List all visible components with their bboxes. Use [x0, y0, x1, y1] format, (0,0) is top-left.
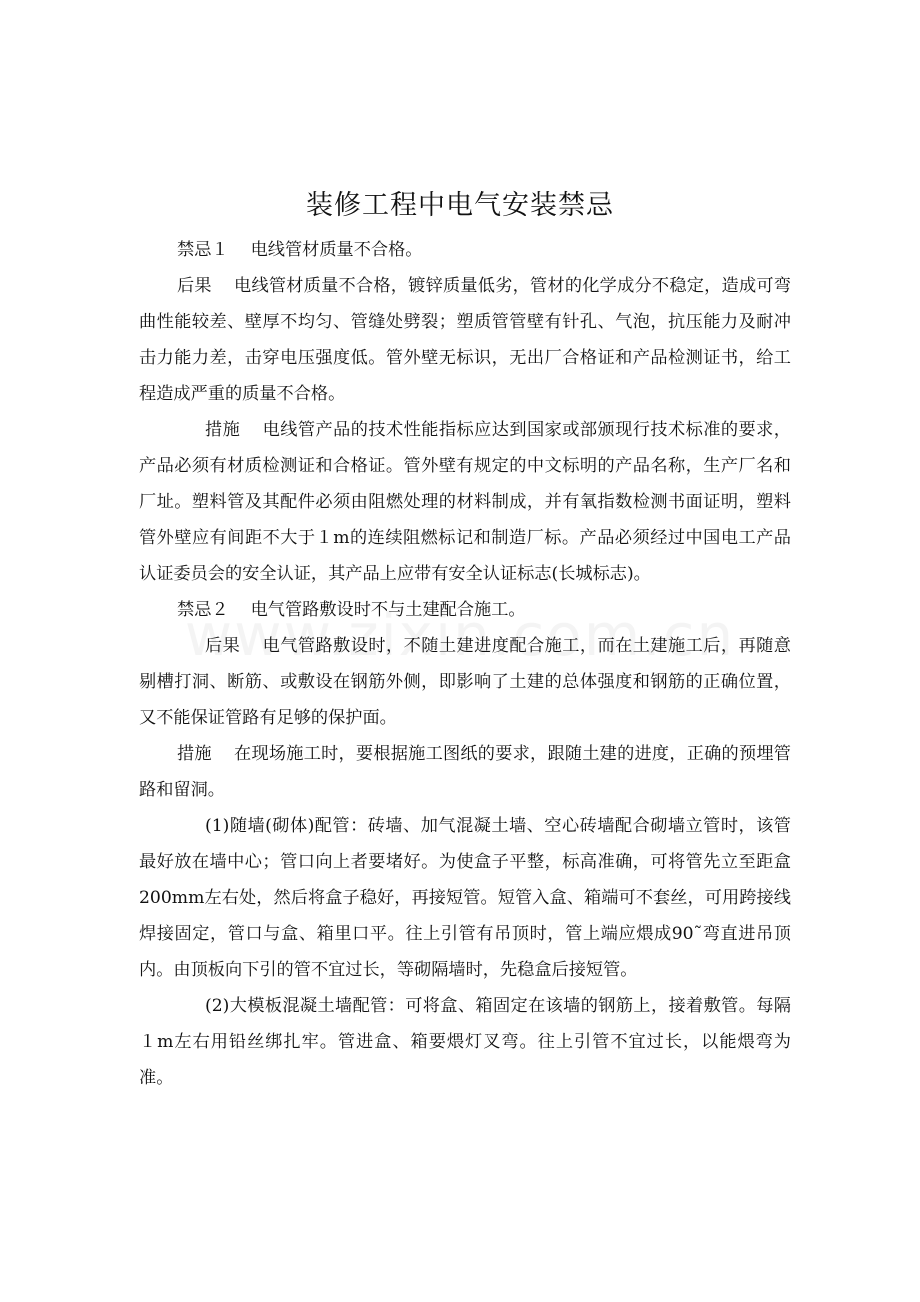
paragraph-wall-piping — [139, 808, 791, 988]
paragraph-text: 在现场施工时，要根据施工图纸的要求，跟随土建的进度，正确的预埋管路和留洞。 — [139, 744, 791, 800]
document-body — [139, 232, 791, 1096]
paragraph-text: (1)随墙(砌体)配管：砖墙、加气混凝土墙、空心砖墙配合砌墙立管时，该管最好放在墙中心；管口向上者要堵好。为使盒子平整，标高准确，可将管先立至距盒200mm左右处，然后将盒子稳好，再接短管。短管入盒、箱端可不套丝，可用跨接线焊接固定，管口与盒、箱里口平。往上引管有吊顶时，管上端应煨成90˜弯直进吊顶内。由顶板向下引的管不宜过长，等砌隔墙时，先稳盒后接短管。 — [139, 816, 791, 980]
paragraph-taboo-2 — [139, 592, 791, 628]
document-title: 装修工程中电气安装禁忌 — [306, 190, 614, 221]
paragraph-text: 电线管产品的技术性能指标应达到国家或部颁现行技术标准的要求，产品必须有材质检测证和合格证。管外壁有规定的中文标明的产品名称，生产厂名和厂址。塑料管及其配件必须由阻燃处理的材料制成，并有氧指数检测书面证明，塑料管外壁应有间距不大于１m的连续阻燃标记和制造厂标。产品必须经过中国电工产品认证委员会的安全认证，其产品上应带有安全认证标志(长城标志)。 — [139, 420, 791, 584]
paragraph-measure-1 — [139, 412, 791, 592]
paragraph-label: 后果 — [205, 636, 241, 656]
paragraph-concrete-wall-piping — [139, 988, 791, 1096]
paragraph-label: 禁忌１ — [177, 240, 229, 260]
paragraph-label: 措施 — [205, 420, 241, 440]
paragraph-text: 电气管路敷设时，不随土建进度配合施工，而在土建施工后，再随意剔槽打洞、断筋、或敷设在钢筋外侧，即影响了土建的总体强度和钢筋的正确位置，又不能保证管路有足够的保护面。 — [139, 636, 791, 728]
paragraph-label: 后果 — [177, 276, 212, 296]
paragraph-label: 措施 — [177, 744, 212, 764]
paragraph-text: 电线管材质量不合格。 — [250, 240, 423, 260]
paragraph-taboo-1 — [139, 232, 791, 268]
paragraph-text: 电气管路敷设时不与土建配合施工。 — [250, 600, 526, 620]
paragraph-text: 电线管材质量不合格，镀锌质量低劣，管材的化学成分不稳定，造成可弯曲性能较差、壁厚不均匀、管缝处劈裂；塑质管管壁有针孔、气泡，抗压能力及耐冲击力能力差，击穿电压强度低。管外壁无标识，无出厂合格证和产品检测证书，给工程造成严重的质量不合格。 — [139, 276, 791, 404]
paragraph-label: 禁忌２ — [177, 600, 229, 620]
paragraph-text: (2)大模板混凝土墙配管：可将盒、箱固定在该墙的钢筋上，接着敷管。每隔１m左右用铅丝绑扎牢。管进盒、箱要煨灯叉弯。往上引管不宜过长，以能煨弯为准。 — [139, 996, 791, 1088]
paragraph-consequence-1 — [139, 268, 791, 412]
paragraph-consequence-2 — [139, 628, 791, 736]
paragraph-measure-2 — [139, 736, 791, 808]
